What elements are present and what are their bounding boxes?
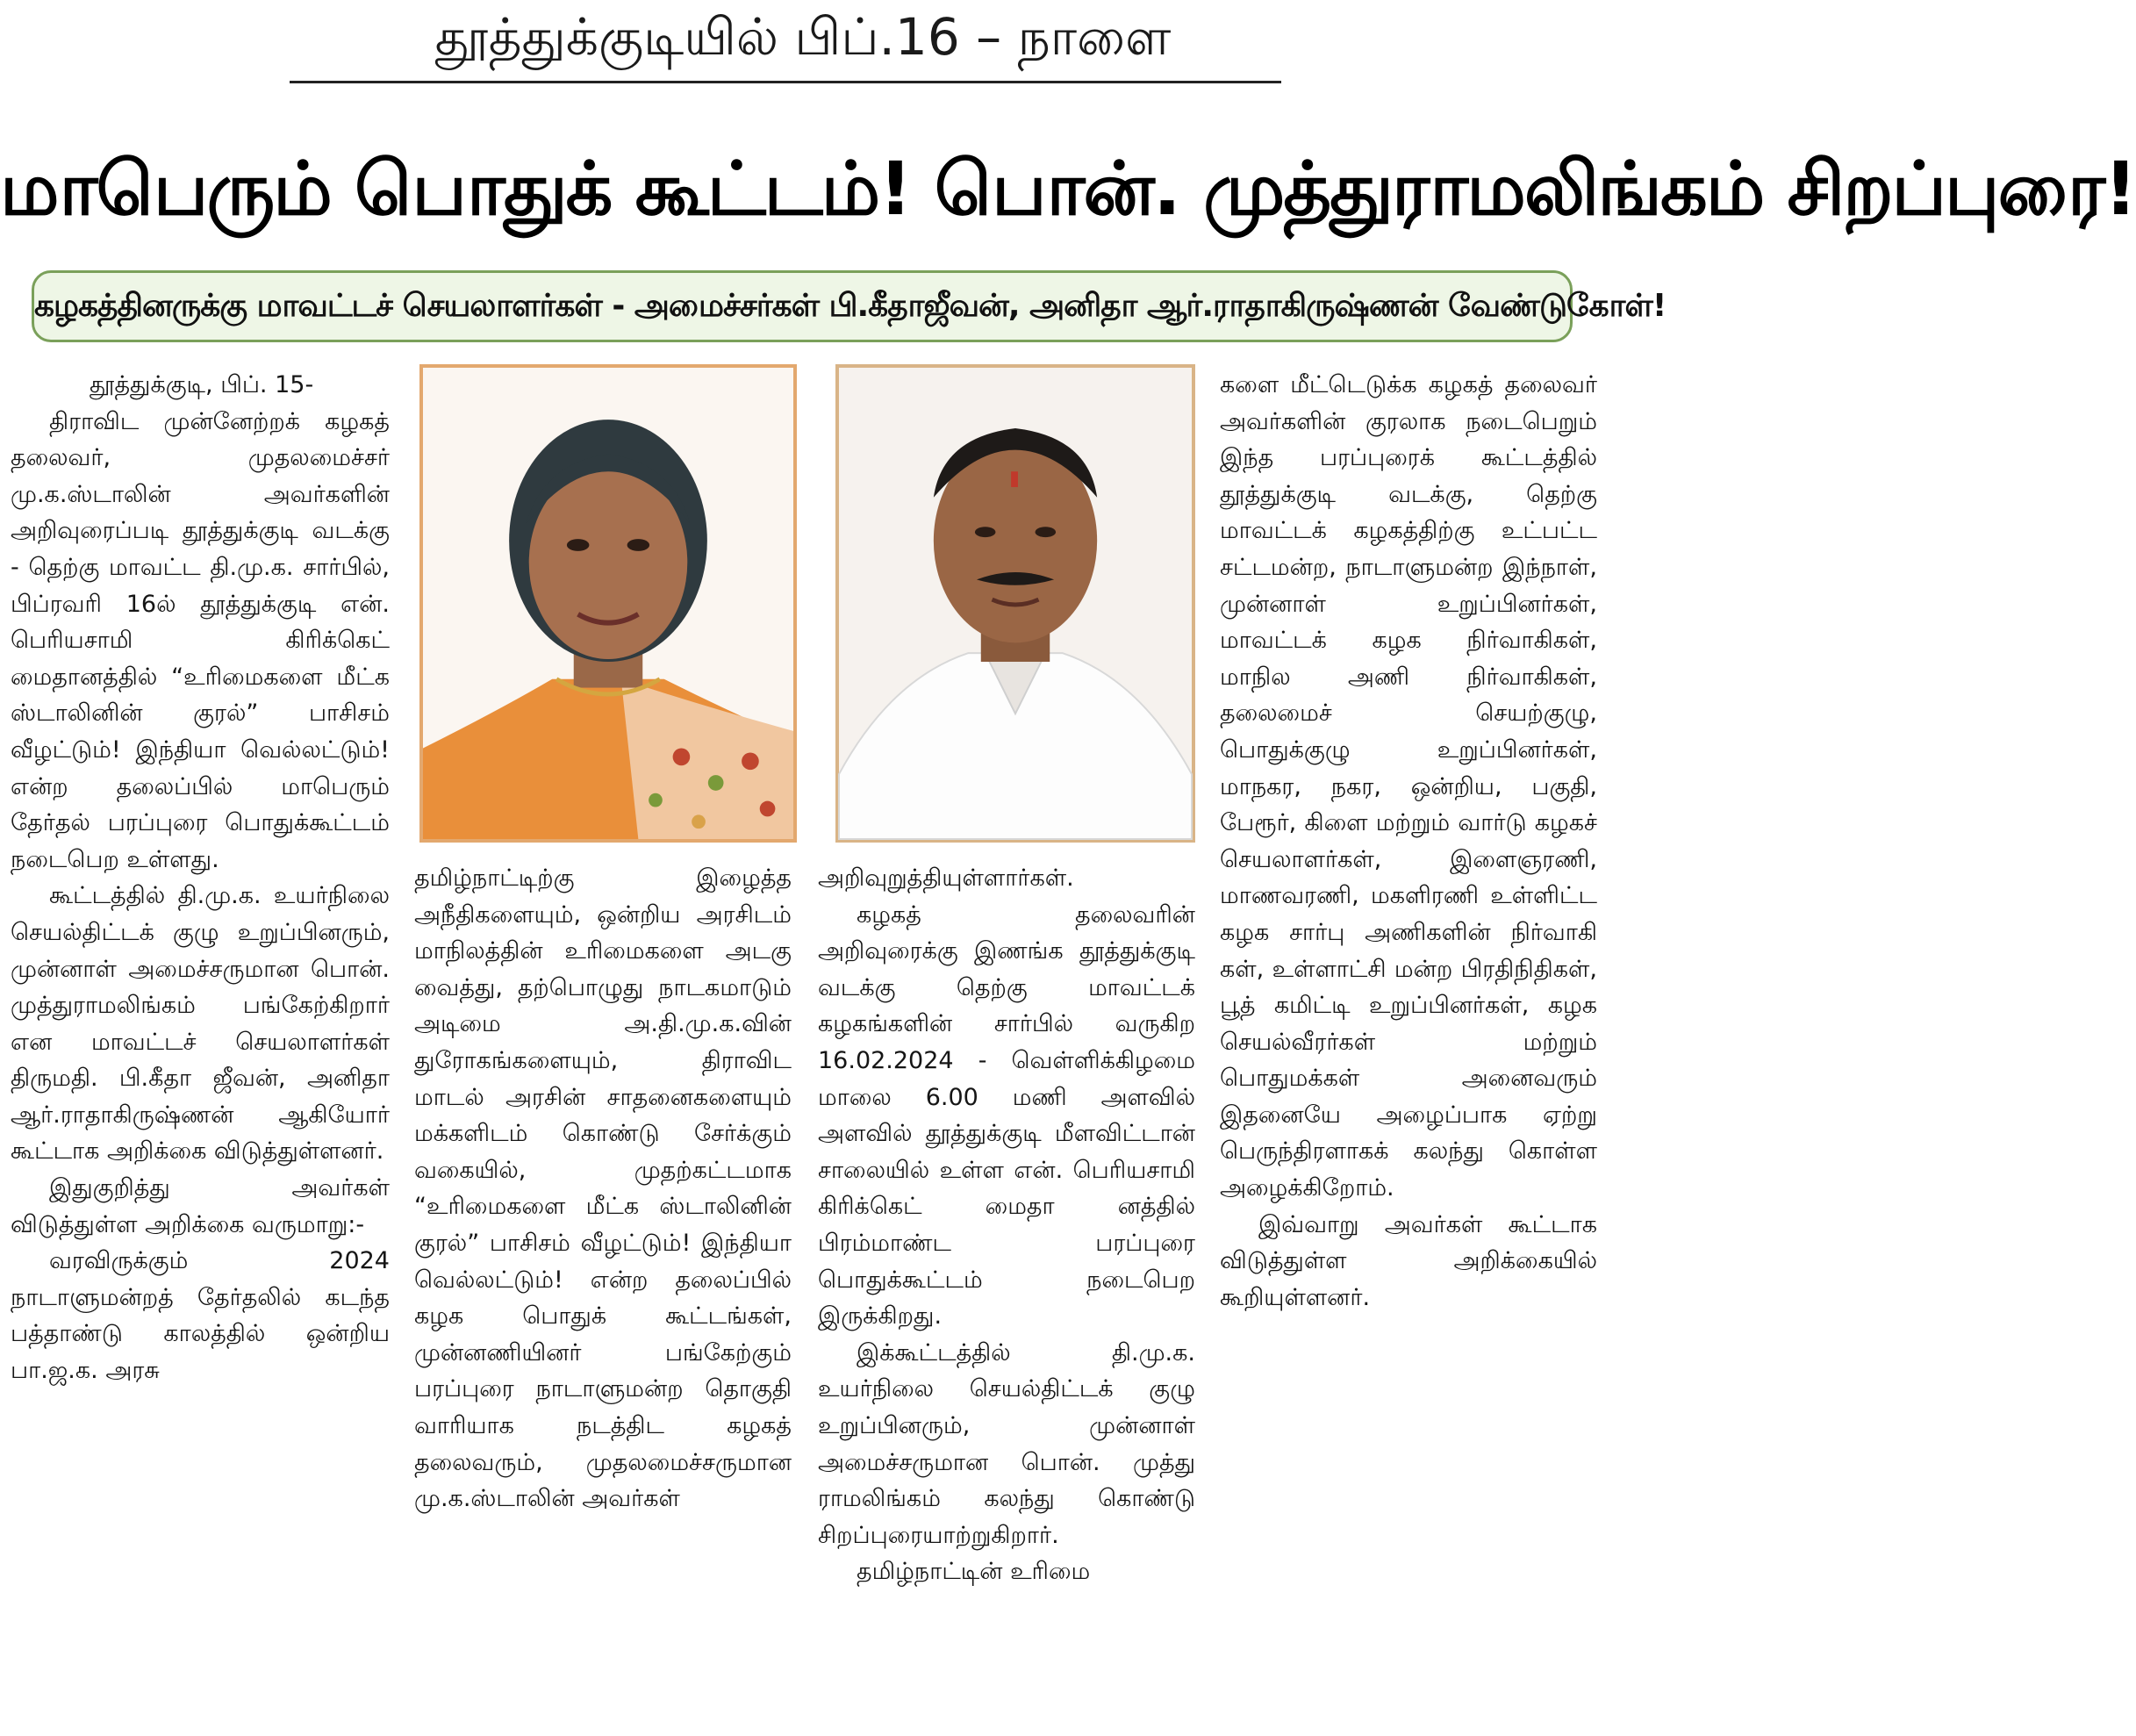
woman-portrait-image	[423, 368, 793, 839]
paragraph: திராவிட முன்னேற்றக் கழகத் தலைவர், முதலமைச்சர் மு.க.ஸ்டாலின் அவர்களின் அறிவுரைப்படி தூத்துக்குடி வடக்கு - தெற்கு மாவட்ட தி.மு.க. சார்பில், பிப்ரவரி 16ல் தூத்துக்குடி என். பெரியசாமி கிரிக்கெட் மைதானத்தில் “உரிமைகளை மீட்க ஸ்டாலினின் குரல்” பாசிசம் வீழட்டும்! இந்தியா வெல்லட்டும்! என்ற தலைப்பில் மாபெரும் தேர்தல் பரப்புரை பொதுக்கூட்டம் நடைபெற உள்ளது.	[11, 407, 390, 873]
paragraph: தமிழ்நாட்டின் உரிமை	[857, 1558, 1091, 1586]
paragraph: தமிழ்நாட்டிற்கு இழைத்த அநீதிகளையும், ஒன்றிய அரசிடம் மாநிலத்தின் உரிமைகளை அடகு வைத்து, தற்பொழுது நாடகமாடும் அடிமை அ.தி.மு.க.வின் துரோகங்களையும், திராவிட மாடல் அரசின் சாதனைகளையும் மக்களிடம் கொண்டு சேர்க்கும் வகையில், முதற்கட்டமாக “உரிமைகளை மீட்க ஸ்டாலினின் குரல்” பாசிசம் வீழட்டும்! இந்தியா வெல்லட்டும்! என்ற தலைப்பில் கழக பொதுக் கூட்டங்கள், முன்னணியினர் பங்கேற்கும் பரப்புரை நாடாளுமன்ற தொகுதி வாரியாக நடத்திட கழகத் தலைவரும், முதலமைச்சருமான மு.க.ஸ்டாலின் அவர்கள்	[414, 864, 792, 1513]
paragraph: இதுகுறித்து அவர்கள் விடுத்துள்ள அறிக்கை வருமாறு:-	[11, 1174, 390, 1238]
subhead: கழகத்தினருக்கு மாவட்டச் செயலாளர்கள் - அமைச்சர்கள் பி.கீதாஜீவன், அனிதா ஆர்.ராதாகிருஷ்ணன் வேண்டுகோள்!	[34, 288, 1667, 324]
article-column-3	[818, 860, 1195, 1729]
main-headline: மாபெரும் பொதுக் கூட்டம்! பொன். முத்துராமலிங்கம் சிறப்புரை!	[0, 146, 2136, 232]
kicker-headline: தூத்துக்குடியில் பிப்.16 – நாளை	[434, 7, 1172, 67]
paragraph: கழகத் தலைவரின் அறிவுரைக்கு இணங்க தூத்துக்குடி வடக்கு தெற்கு மாவட்டக் கழகங்களின் சார்பில் வருகிற 16.02.2024 - வெள்ளிக்கிழமை மாலை 6.00 மணி அளவில் அளவில் தூத்துக்குடி மீளவிட்டான் சாலையில் உள்ள என். பெரியசாமி கிரிக்கெட் மைதா னத்தில் பிரம்மாண்ட பரப்புரை பொதுக்கூட்டம் நடைபெற இருக்கிறது.	[818, 900, 1195, 1331]
photo-woman-portrait	[419, 364, 797, 843]
article-column-1	[11, 367, 390, 1732]
dateline: தூத்துக்குடி, பிப். 15-	[90, 371, 314, 398]
kicker-rule	[290, 81, 1281, 83]
subhead-box	[32, 270, 1667, 342]
photo-man-portrait	[835, 364, 1195, 843]
paragraph: களை மீட்டெடுக்க கழகத் தலைவர் அவர்களின் குரலாக நடைபெறும் இந்த பரப்புரைக் கூட்டத்தில் தூத்துக்குடி வடக்கு, தெற்கு மாவட்டக் கழகத்திற்கு உட்பட்ட சட்டமன்ற, நாடாளுமன்ற இந்நாள், முன்னாள் உறுப்பினர்கள், மாவட்டக் கழக நிர்வாகிகள், மாநில அணி நிர்வாகிகள், தலைமைச் செயற்குழு, பொதுக்குழு உறுப்பினர்கள், மாநகர, நகர, ஒன்றிய, பகுதி, பேரூர், கிளை மற்றும் வார்டு கழகச் செயலாளர்கள், இளைஞரணி, மாணவரணி, மகளிரணி உள்ளிட்ட கழக சார்பு அணிகளின் நிர்வாகி கள், உள்ளாட்சி மன்ற பிரதிநிதிகள், பூத் கமிட்டி உறுப்பினர்கள், கழக செயல்வீரர்கள் மற்றும் பொதுமக்கள் அனைவரும் இதனையே அழைப்பாக ஏற்று பெருந்திரளாகக் கலந்து கொள்ள அழைக்கிறோம்.	[1220, 371, 1597, 1202]
paragraph: இவ்வாறு அவர்கள் கூட்டாக விடுத்துள்ள அறிக்கையில் கூறியுள்ளனர்.	[1220, 1210, 1597, 1311]
article-column-2	[414, 860, 792, 1729]
article-column-4	[1220, 367, 1597, 1732]
paragraph: அறிவுறுத்தியுள்ளார்கள்.	[818, 864, 1074, 892]
paragraph: வரவிருக்கும் 2024 நாடாளுமன்றத் தேர்தலில் கடந்த பத்தாண்டு காலத்தில் ஒன்றிய பா.ஜ.க. அரசு	[11, 1247, 390, 1385]
paragraph: கூட்டத்தில் தி.மு.க. உயர்நிலை செயல்திட்டக் குழு உறுப்பினரும், முன்னாள் அமைச்சருமான பொன். முத்துராமலிங்கம் பங்கேற்கிறார் என மாவட்டச் செயலாளர்கள் திருமதி. பி.கீதா ஜீவன், அனிதா ஆர்.ராதாகிருஷ்ணன் ஆகியோர் கூட்டாக அறிக்கை விடுத்துள்ளனர்.	[11, 882, 390, 1166]
paragraph: இக்கூட்டத்தில் தி.மு.க. உயர்நிலை செயல்திட்டக் குழு உறுப்பினரும், முன்னாள் அமைச்சருமான பொன். முத்து ராமலிங்கம் கலந்து கொண்டு சிறப்புரையாற்றுகிறார்.	[818, 1338, 1195, 1549]
man-portrait-image	[839, 368, 1192, 839]
